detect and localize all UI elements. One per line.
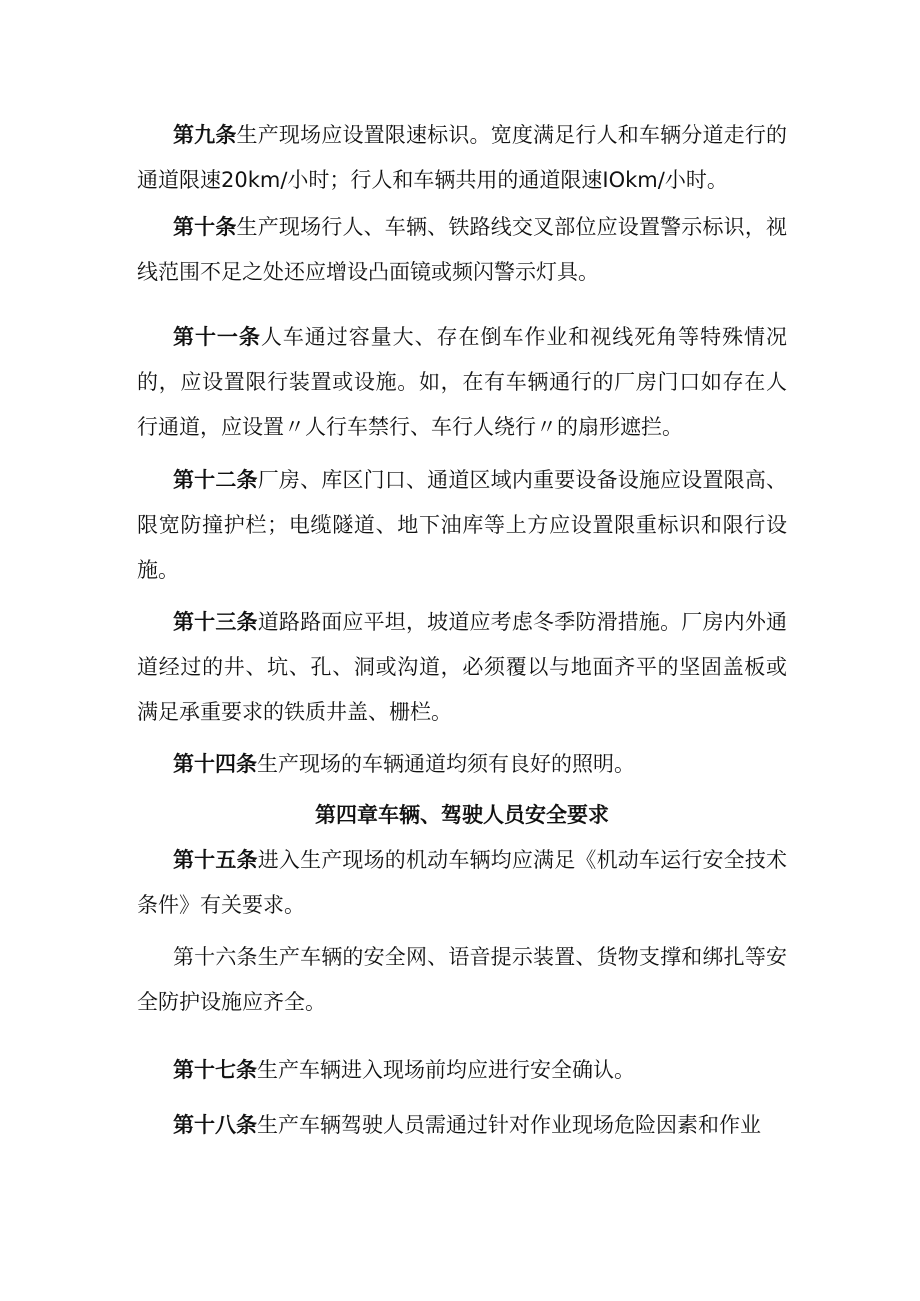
article-text: 进入生产现场的机动车辆均应满足《机动车运行安全技术条件》有关要求。 — [137, 848, 788, 917]
article-13 — [137, 600, 787, 735]
article-11 — [137, 315, 787, 450]
article-text: 人车通过容量大、存在倒车作业和视线死角等特殊情况的，应设置限行装置或设施。如，在有车辆通行的厂房门口如存在人行通道，应设置〃人行车禁行、车行人绕行〃的扇形遮拦。 — [137, 325, 788, 439]
chapter-heading: 第四章车辆、驾驶人员安全要求 — [315, 803, 609, 827]
article-16 — [137, 935, 787, 1025]
article-10 — [137, 205, 787, 295]
article-label: 第十一条 — [173, 325, 261, 349]
article-text: 生产车辆驾驶人员需通过针对作业现场危险因素和作业 — [257, 1113, 761, 1137]
article-17 — [137, 1048, 787, 1093]
article-text: 生产车辆进入现场前均应进行安全确认。 — [257, 1058, 635, 1082]
article-text: 厂房、库区门口、通道区域内重要设备设施应设置限高、限宽防撞护栏；电缆隧道、地下油库等上方应设置限重标识和限行设施。 — [137, 468, 788, 582]
article-text: 生产现场行人、车辆、铁路线交叉部位应设置警示标识，视线范围不足之处还应增设凸面镜或频闪警示灯具。 — [137, 215, 788, 284]
article-text: 第十六条生产车辆的安全网、语音提示装置、货物支撑和绑扎等安全防护设施应齐全。 — [137, 945, 787, 1014]
article-15 — [137, 838, 787, 928]
article-label: 第十八条 — [173, 1113, 257, 1137]
article-text: 道路路面应平坦，坡道应考虑冬季防滑措施。厂房内外通道经过的井、坑、孔、洞或沟道，必须覆以与地面齐平的坚固盖板或满足承重要求的铁质井盖、栅栏。 — [137, 610, 788, 724]
article-text: 生产现场的车辆通道均须有良好的照明。 — [257, 752, 635, 776]
article-text: 生产现场应设置限速标识。宽度满足行人和车辆分道走行的通道限速20km∕小时；行人和车辆共用的通道限速IOkm∕小时。 — [137, 123, 788, 192]
article-label: 第十四条 — [173, 752, 257, 776]
article-label: 第十七条 — [173, 1058, 257, 1082]
article-9 — [137, 113, 787, 203]
article-14 — [137, 742, 787, 787]
article-label: 第九条 — [173, 123, 237, 147]
article-18 — [137, 1103, 787, 1148]
article-label: 第十二条 — [173, 468, 258, 492]
article-12 — [137, 458, 787, 593]
article-label: 第十五条 — [173, 848, 258, 872]
article-label: 第十条 — [173, 215, 237, 239]
article-label: 第十三条 — [173, 610, 258, 634]
